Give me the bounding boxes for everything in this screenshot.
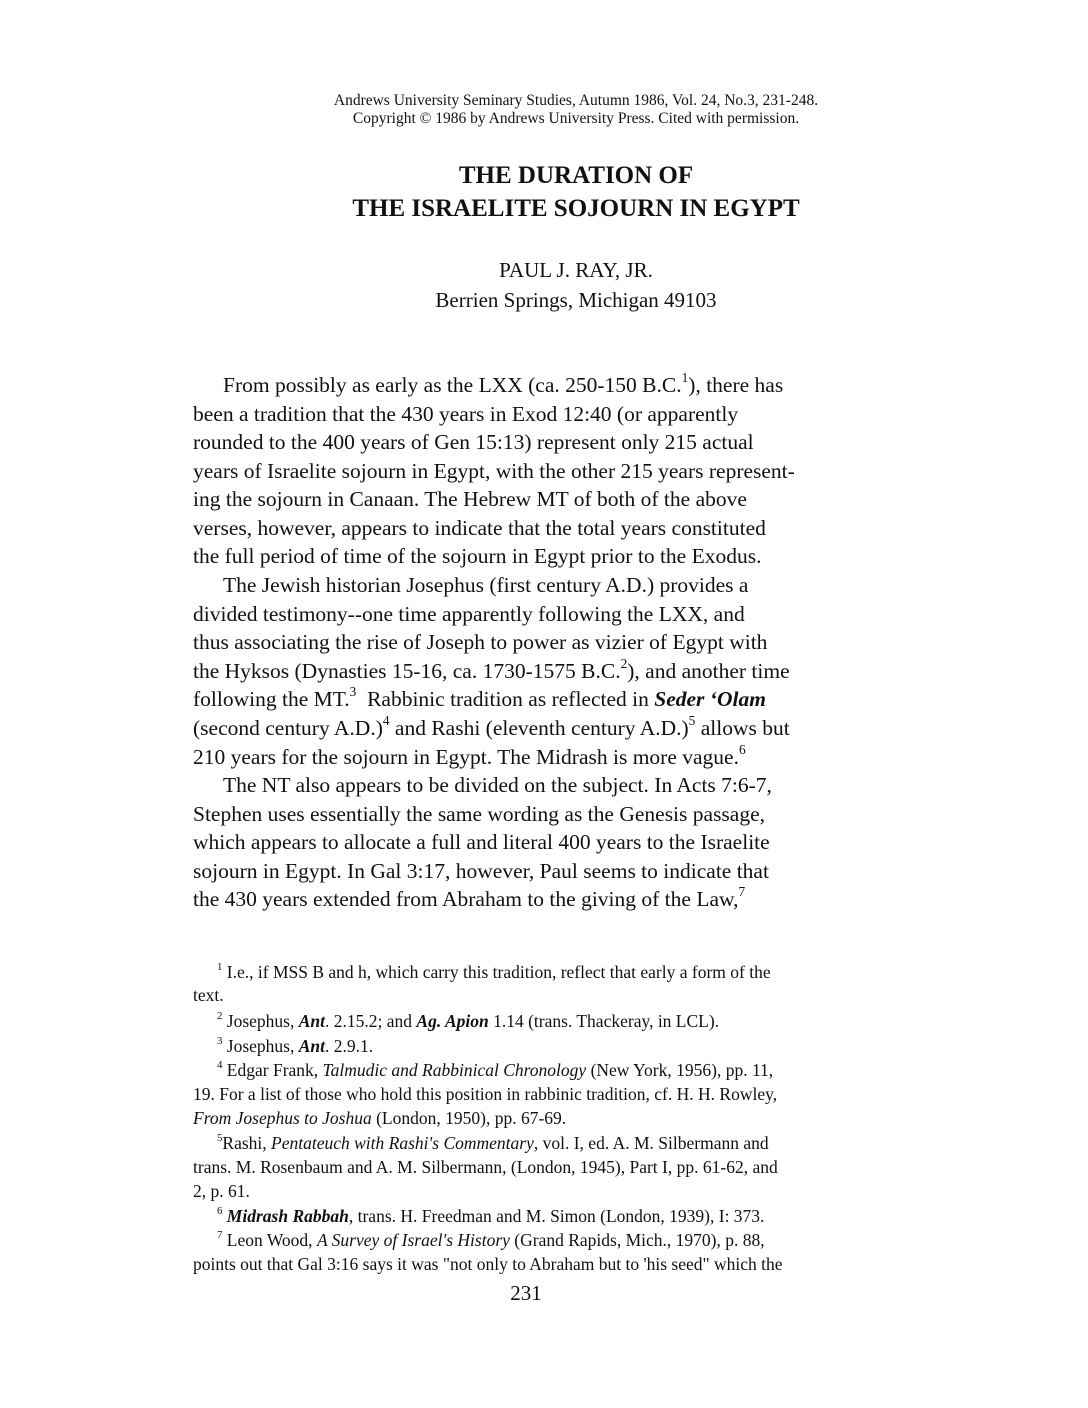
text-line: the full period of time of the sojourn in Egypt prior to the Exodus. (193, 544, 762, 568)
text-line: ing the sojourn in Canaan. The Hebrew MT of both of the above (193, 487, 747, 511)
journal-citation: Andrews University Seminary Studies, Autumn 1986, Vol. 24, No.3, 231-248. (333, 92, 819, 109)
footnote-ref[interactable]: 3 (349, 683, 357, 699)
footnote-ref[interactable]: 2 (620, 655, 628, 671)
copyright-notice: Copyright © 1986 by Andrews University Press. Cited with permission. (352, 110, 800, 127)
text-line: years of Israelite sojourn in Egypt, with the other 215 years represent- (193, 459, 795, 483)
footnote-7-cont: points out that Gal 3:16 says it was "not only to Abraham but to 'his seed" which the (193, 1254, 783, 1274)
footnote-ref[interactable]: 1 (681, 369, 689, 385)
text-line: (second century A.D.)$^4$ and Rashi (eleventh century A.D.)$^5$ allows but (193, 712, 790, 740)
text-line: verses, however, appears to indicate that the total years constituted (193, 516, 766, 540)
text-line: rounded to the 400 years of Gen 15:13) represent only 215 actual (193, 430, 754, 454)
text-line: which appears to allocate a full and literal 400 years to the Israelite (193, 830, 770, 854)
footnote-5-cont: 2, p. 61. (193, 1181, 250, 1201)
footnote-5-cont: trans. M. Rosenbaum and A. M. Silbermann, (London, 1945), Part I, pp. 61-62, and (193, 1157, 778, 1177)
footnote-4: $^4$ Edgar Frank, Talmudic and Rabbinical Chronology (New York, 1956), pp. 11, (217, 1058, 774, 1080)
article-title-line2: THE ISRAELITE SOJOURN IN EGYPT (352, 195, 800, 222)
text-line: the Hyksos (Dynasties 15-16, ca. 1730-1575 B.C.$^2$), and another time (193, 655, 790, 683)
article-title-line1: THE DURATION OF (458, 162, 694, 189)
footnote-4-cont: 19. For a list of those who hold this position in rabbinic tradition, cf. H. H. Rowley, (193, 1084, 778, 1104)
footnote-ref[interactable]: 7 (738, 883, 746, 899)
footnote-3: $^3$ Josephus, Ant. 2.9.1. (217, 1034, 374, 1056)
text-line: The NT also appears to be divided on the subject. In Acts 7:6-7, (223, 773, 772, 797)
text-line: From possibly as early as the LXX (ca. 250-150 B.C.$^1$), there has (223, 369, 784, 397)
footnote-ref[interactable]: 4 (382, 712, 390, 728)
author-location: Berrien Springs, Michigan 49103 (435, 288, 717, 312)
page-number: 231 (510, 1281, 542, 1305)
text-line: been a tradition that the 430 years in Exod 12:40 (or apparently (193, 402, 739, 426)
footnote-1: $^1$ I.e., if MSS B and h, which carry this tradition, reflect that early a form of the (217, 960, 771, 982)
footnote-6: $^6$ Midrash Rabbah, trans. H. Freedman and M. Simon (London, 1939), I: 373. (217, 1204, 765, 1226)
footnote-ref[interactable]: 6 (738, 741, 746, 757)
text-line: The Jewish historian Josephus (first century A.D.) provides a (223, 573, 749, 597)
text-line: divided testimony--one time apparently following the LXX, and (193, 602, 745, 626)
footnote-7: $^7$ Leon Wood, A Survey of Israel's History (Grand Rapids, Mich., 1970), p. 88, (217, 1228, 765, 1250)
author-name: PAUL J. RAY, JR. (499, 258, 653, 282)
text-line: sojourn in Egypt. In Gal 3:17, however, Paul seems to indicate that (193, 859, 769, 883)
text-line: 210 years for the sojourn in Egypt. The Midrash is more vague.$^6$ (193, 741, 746, 769)
work-title-italic: Seder ‘Olam (654, 687, 766, 711)
text-line: following the MT.$^3$ Rabbinic tradition as reflected in Seder ‘Olam (193, 683, 766, 711)
footnote-5: $^5$Rashi, Pentateuch with Rashi's Commentary, vol. I, ed. A. M. Silbermann and (217, 1131, 769, 1153)
text-line: thus associating the rise of Joseph to power as vizier of Egypt with (193, 630, 768, 654)
footnote-4-cont: From Josephus to Joshua (London, 1950), pp. 67-69. (193, 1108, 567, 1128)
text-line: Stephen uses essentially the same wording as the Genesis passage, (193, 802, 766, 826)
footnote-ref[interactable]: 5 (688, 712, 696, 728)
footnote-2: $^2$ Josephus, Ant. 2.15.2; and Ag. Apion 1.14 (trans. Thackeray, in LCL). (217, 1009, 720, 1031)
text-line: the 430 years extended from Abraham to the giving of the Law,$^7$ (193, 883, 746, 911)
footnote-1-cont: text. (193, 985, 224, 1005)
